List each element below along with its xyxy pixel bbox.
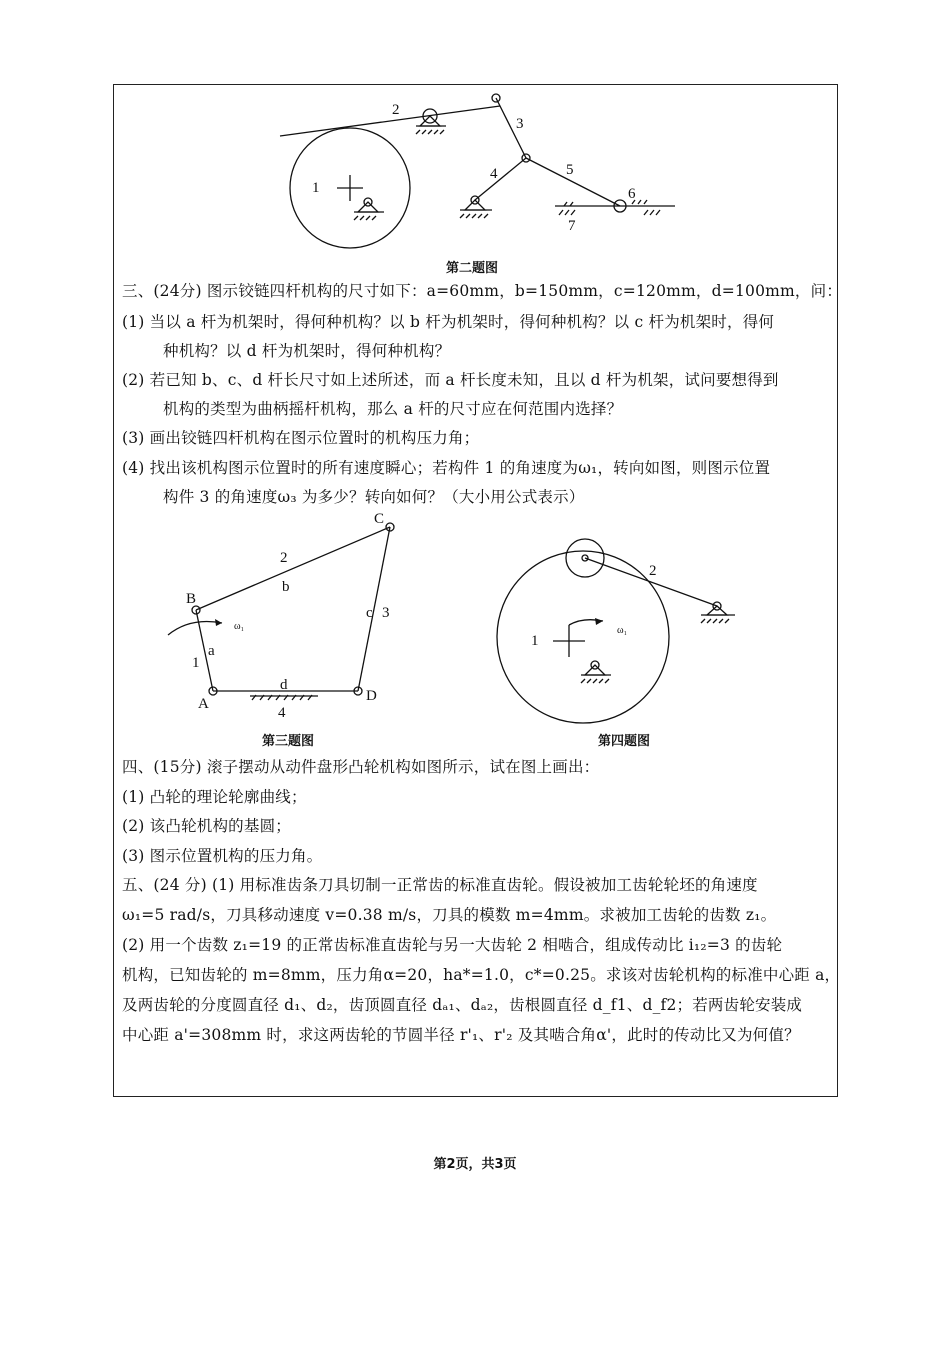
q3-item1-line2: 种机构？以 d 杆为机架时，得何种机构？ — [163, 342, 451, 360]
fig3-label-2: 2 — [280, 550, 288, 566]
q5-line5: 及两齿轮的分度圆直径 d₁、d₂，齿顶圆直径 dₐ₁、dₐ₂，齿根圆直径 d_f1、d_f2；若两齿轮安装成 — [122, 996, 803, 1014]
fig3-label-1: 1 — [192, 655, 200, 671]
fig2-label-1: 1 — [312, 180, 320, 196]
figure-3-four-bar-diagram — [160, 505, 410, 725]
q3-item3: (3) 画出铰链四杆机构在图示位置时的机构压力角； — [122, 429, 480, 447]
fig2-label-7: 7 — [568, 218, 576, 234]
fig3-label-c: c — [366, 605, 373, 621]
fig3-label-d: d — [280, 677, 288, 693]
q3-item4-line1: (4) 找出该机构图示位置时的所有速度瞬心；若构件 1 的角速度为ω₁，转向如图，则图示位置 — [122, 459, 771, 477]
fig2-label-6: 6 — [628, 186, 636, 202]
q5-line1: 五、(24 分) (1) 用标准齿条刀具切制一正常齿的标准直齿轮。假设被加工齿轮轮坯的角速度 — [122, 876, 758, 894]
q3-item2-line2: 机构的类型为曲柄摇杆机构，那么 a 杆的尺寸应在何范围内选择？ — [163, 400, 623, 418]
q5-line4: 机构，已知齿轮的 m=8mm，压力角α=20，ha*=1.0，c*=0.25。求该对齿轮机构的标准中心距 a， — [122, 966, 841, 984]
fig4-label-omega1: ω₁ — [617, 625, 628, 636]
q3-title: 三、(24分) 图示铰链四杆机构的尺寸如下：a=60mm，b=150mm，c=120mm，d=100mm，问： — [122, 282, 843, 300]
q5-line6: 中心距 a'=308mm 时，求这两齿轮的节圆半径 r'₁、r'₂ 及其啮合角α'，此时的传动比又为何值？ — [122, 1026, 800, 1044]
fig3-label-D: D — [366, 688, 377, 704]
fig4-label-2: 2 — [649, 563, 657, 579]
fig3-label-B: B — [186, 591, 197, 607]
fig3-label-C: C — [374, 511, 385, 527]
fig3-label-b: b — [282, 579, 290, 595]
fig3-label-A: A — [198, 696, 209, 712]
q4-item2: (2) 该凸轮机构的基圆； — [122, 817, 291, 835]
fig4-caption: 第四题图 — [598, 734, 651, 749]
q3-item4-line2: 构件 3 的角速度ω₃ 为多少？转向如何？（大小用公式表示） — [163, 488, 585, 506]
fig3-label-3: 3 — [382, 605, 390, 621]
q4-item3: (3) 图示位置机构的压力角。 — [122, 847, 323, 865]
q3-item1-line1: (1) 当以 a 杆为机架时，得何种机构？以 b 杆为机架时，得何种机构？以 c 杆为机架时，得何 — [122, 313, 775, 331]
page-number-footer: 第2页，共3页 — [433, 1157, 517, 1172]
q3-item2-line1: (2) 若已知 b、c、d 杆长尺寸如上述所述，而 a 杆长度未知，且以 d 杆为机架，试问要想得到 — [122, 371, 779, 389]
fig3-label-4: 4 — [278, 705, 286, 721]
fig3-label-a: a — [208, 643, 215, 659]
fig3-caption: 第三题图 — [262, 734, 315, 749]
figure-4-cam-diagram — [495, 535, 745, 725]
fig4-label-1: 1 — [531, 633, 539, 649]
follower-line-2 — [280, 106, 500, 136]
q4-item1: (1) 凸轮的理论轮廓曲线； — [122, 788, 307, 806]
link-2-b — [196, 527, 390, 610]
q4-title: 四、(15分) 滚子摆动从动件盘形凸轮机构如图所示，试在图上画出： — [122, 758, 600, 776]
fig2-caption: 第二题图 — [446, 261, 499, 276]
q5-line3: (2) 用一个齿数 z₁=19 的正常齿标准直齿轮与另一大齿轮 2 相啮合，组成传动比 i₁₂=3 的齿轮 — [122, 936, 783, 954]
fig2-label-5: 5 — [566, 162, 574, 178]
fig2-label-2: 2 — [392, 102, 400, 118]
fig3-label-omega1: ω₁ — [234, 621, 245, 632]
q5-line2: ω₁=5 rad/s，刀具移动速度 v=0.38 m/s，刀具的模数 m=4mm。求被加工齿轮的齿数 z₁。 — [122, 906, 777, 924]
fig2-label-4: 4 — [490, 166, 498, 182]
fig2-label-3: 3 — [516, 116, 524, 132]
figure-2-diagram — [270, 88, 690, 258]
